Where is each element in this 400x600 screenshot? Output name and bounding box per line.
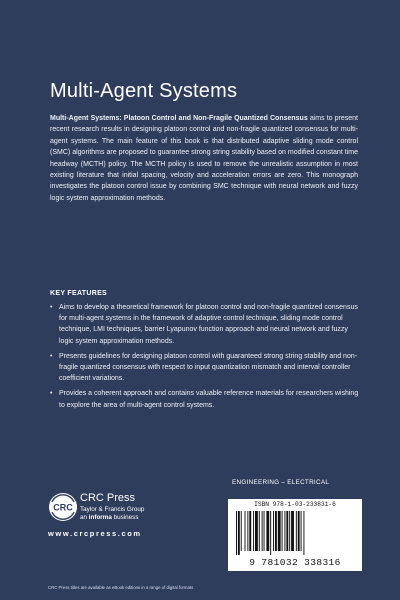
publisher-group: Taylor & Francis Group (80, 506, 145, 513)
publisher-name: CRC Press (80, 492, 136, 504)
key-feature-item (50, 302, 360, 347)
isbn-label: ISBN 978-1-03-233831-6 (254, 501, 336, 508)
bullet-icon: • (50, 390, 53, 398)
book-title: Multi-Agent Systems (50, 80, 238, 102)
key-features-list (50, 302, 360, 415)
informa-bold: informa (88, 514, 112, 521)
description-body: aims to present recent research results in designing platoon control and non-fragile quantized consensus for multi-agent systems. The main feature of this book is that distributed adaptive sliding mode control (SMC) algorithms are proposed to guarantee strong string stability based on modified constant time headway (MCTH) policy. The MCTH policy is used to remove the unrealistic assumption in most existing literature that initial spacing, velocity and acceleration errors are zero. This monograph investigates the platoon control issue by combining SMC technique with neural network and fuzzy logic system approximation methods. (50, 115, 358, 202)
description-lead: Multi-Agent Systems: Platoon Control and Non-Fragile Quantized Consensus (50, 115, 308, 122)
barcode-panel (228, 499, 362, 571)
book-description (50, 113, 358, 204)
subject-category: ENGINEERING – ELECTRICAL (232, 479, 330, 486)
ebook-footnote: CRC Press titles are available as eBook editions in a range of digital formats (48, 585, 194, 590)
barcode-number: 9 781032 338316 (249, 557, 341, 568)
barcode-icon (234, 511, 356, 555)
key-features-heading: KEY FEATURES (50, 290, 108, 297)
informa-prefix: an (80, 514, 89, 521)
key-feature-item (50, 388, 360, 410)
bullet-icon: • (50, 352, 53, 360)
bullet-icon: • (50, 304, 53, 311)
logo-text: CRC (53, 502, 73, 513)
key-feature-text: Provides a coherent approach and contains valuable reference materials for researchers wishing to explore the area of multi-agent control systems. (59, 390, 359, 409)
key-feature-item (50, 351, 360, 385)
key-feature-text: Presents guidelines for designing platoon control with guaranteed strong string stability and non-fragile quantized consensus with respect to input quantization mismatch and interval controller coefficient variations. (59, 352, 358, 383)
publisher-informa (80, 514, 138, 521)
informa-suffix: business (111, 514, 139, 521)
key-feature-text: Aims to develop a theoretical framework for platoon control and non-fragile quantized consensus for multi-agent systems in the framework of adaptive control technique, sliding mode control technique, LMI techniques, barrier Lyapunov function approach and neural network and fuzzy logic system approximation methods. (59, 304, 358, 345)
publisher-url[interactable]: www.crcpress.com (48, 529, 142, 538)
crc-logo-icon (48, 492, 78, 522)
